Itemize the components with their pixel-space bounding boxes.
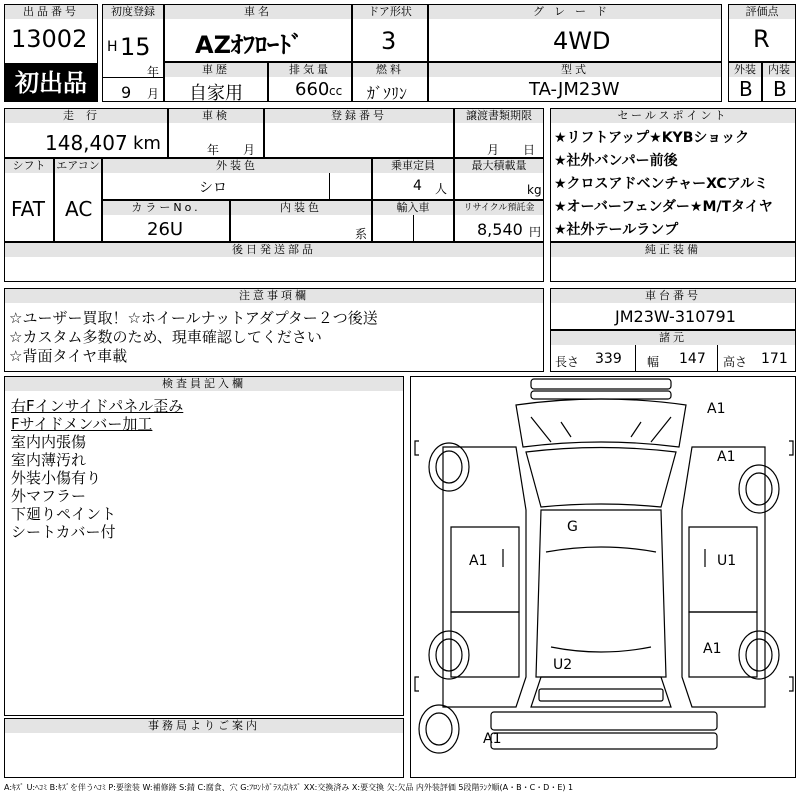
sales-point: ★クロスアドベンチャーXCアルミ <box>554 176 769 192</box>
rating-box <box>728 4 796 62</box>
color-no-label: カラーNo. <box>103 201 229 215</box>
legend: A:ｷｽﾞ U:ﾍｺﾐ B:ｷｽﾞを伴うﾍｺﾐ P:要塗装 W:補修跡 S:錆 C:腐食、穴 G:ﾌﾛﾝﾄｶﾞﾗｽ点ｷｽﾞ XX:交換済み X:要交換 欠:欠品 内外装評価 5段階ﾗﾝｸ順(A・B・C・D・E) 1 <box>4 783 574 792</box>
office-box <box>4 718 404 778</box>
damage-mark-front: A1 <box>707 401 726 417</box>
car-outline-svg <box>411 377 796 778</box>
reg-month-unit: 月 <box>147 87 160 101</box>
capacity-label: 乗車定員 <box>373 159 453 173</box>
transfer-label: 譲渡書類期限 <box>455 109 543 123</box>
sales-point: ★リフトアップ★KYBショック <box>554 130 750 146</box>
rating: R <box>753 25 770 53</box>
model-box <box>428 62 722 102</box>
damage-mark-roof: G <box>567 519 578 535</box>
note-line: ☆カスタム多数のため、現車確認してください <box>9 328 322 346</box>
int-grade: B <box>773 77 787 101</box>
inspector-line: Fサイドメンバー加工 <box>11 415 153 433</box>
load-label: 最大積載量 <box>455 159 543 173</box>
sales-point: ★社外バンパー前後 <box>554 153 678 169</box>
door-label: ドア形状 <box>353 5 427 19</box>
import-label: 輸入車 <box>373 201 453 215</box>
genuine-equipment-label: 純正装備 <box>551 243 795 257</box>
specs-label: 諸元 <box>551 331 795 345</box>
transfer-day: 日 <box>523 143 536 157</box>
displacement-unit: cc <box>329 84 343 98</box>
genuine-equipment-box <box>550 242 796 282</box>
interior-unit: 系 <box>355 227 368 241</box>
model: TA-JM23W <box>529 79 620 100</box>
inspector-line: 外マフラー <box>11 487 87 505</box>
color-no-box <box>102 200 230 242</box>
damage-mark-right-rear: A1 <box>703 641 722 657</box>
height-label: 高さ <box>723 355 748 369</box>
ext-grade: B <box>739 77 753 101</box>
doors: 3 <box>381 27 397 55</box>
first-listing-text: 初出品 <box>15 69 87 97</box>
inspector-line: 室内内張傷 <box>11 433 87 451</box>
capacity: 4 <box>413 178 422 194</box>
note-line: ☆背面タイヤ車載 <box>9 347 128 365</box>
later-parts-box <box>4 242 544 282</box>
damage-mark-right-door: U1 <box>717 553 737 569</box>
capacity-unit: 人 <box>435 182 448 196</box>
transfer-box <box>454 108 544 158</box>
load-box <box>454 158 544 200</box>
specs-box <box>550 330 796 372</box>
inspector-line: 下廻りペイント <box>11 505 117 523</box>
grade-box <box>428 4 722 62</box>
inspector-box <box>4 376 404 716</box>
model-label: 型式 <box>429 63 721 77</box>
shift-label: シフト <box>5 159 53 173</box>
history-box <box>164 62 268 102</box>
recycle-label: リサイクル預託金 <box>455 201 543 215</box>
mileage-unit: km <box>133 133 161 154</box>
lot-number: 13002 <box>11 25 88 53</box>
interior-color-label: 内装色 <box>231 201 371 215</box>
car-name: AZｵﾌﾛｰﾄﾞ <box>195 31 303 59</box>
width: 147 <box>679 351 706 367</box>
first-registration-box <box>102 4 164 102</box>
fuel-box <box>352 62 428 102</box>
ext-grade-box <box>728 62 762 102</box>
height: 171 <box>761 351 788 367</box>
lot-number-box <box>4 4 98 64</box>
shift: FAT <box>11 197 46 221</box>
displacement-box <box>268 62 352 102</box>
car-name-box <box>164 4 352 62</box>
notes-label: 注意事項欄 <box>5 289 543 303</box>
recycle-unit: 円 <box>529 225 542 239</box>
lot-number-label: 出品番号 <box>5 5 97 19</box>
chassis-label: 車台番号 <box>551 289 795 303</box>
fuel: ｶﾞｿﾘﾝ <box>367 84 408 102</box>
office-label: 事務局よりご案内 <box>5 719 403 733</box>
reg-year: 15 <box>120 33 151 61</box>
inspector-line: 室内薄汚れ <box>11 451 87 469</box>
mileage: 148,407 <box>45 131 128 155</box>
grade-label: グレード <box>429 5 721 19</box>
later-parts-label: 後日発送部品 <box>5 243 543 257</box>
plate-label: 登録番号 <box>265 109 453 123</box>
first-listing-badge <box>4 64 98 102</box>
inspector-label: 検査員記入欄 <box>5 377 403 391</box>
reg-month: 9 <box>121 83 132 102</box>
inspection-box <box>168 108 264 158</box>
damage-mark-rear: A1 <box>483 731 502 747</box>
damage-mark-front-right: A1 <box>717 449 736 465</box>
damage-mark-left-door: A1 <box>469 553 488 569</box>
recycle-box <box>454 200 544 242</box>
inspection-label: 車検 <box>169 109 263 123</box>
recycle: 8,540 <box>477 220 523 239</box>
fuel-label: 燃料 <box>353 63 427 77</box>
sales-point: ★オーバーフェンダー★M/Tタイヤ <box>554 199 773 215</box>
ac-label: エアコン <box>56 159 100 172</box>
color-no: 26U <box>147 219 184 240</box>
grade: 4WD <box>553 27 611 55</box>
chassis-box <box>550 288 796 330</box>
inspection-year-unit: 年 <box>207 143 220 157</box>
ext-label: 外装 <box>729 63 761 77</box>
ac-box <box>54 158 102 242</box>
mileage-label: 走行 <box>5 109 167 123</box>
transfer-month: 月 <box>487 143 500 157</box>
load-unit: kg <box>527 183 542 197</box>
ac: AC <box>65 197 93 221</box>
displacement: 660 <box>295 79 330 100</box>
note-line: ☆ユーザー買取！☆ホイールナットアダプター２つ後送 <box>9 309 378 327</box>
sales-points-label: セールスポイント <box>551 109 795 123</box>
reg-year-unit: 年 <box>147 65 160 79</box>
color-label: 外装色 <box>103 159 371 173</box>
history: 自家用 <box>189 83 243 102</box>
sales-points-box <box>550 108 796 242</box>
inspector-line: 外装小傷有り <box>11 469 102 487</box>
car-diagram <box>410 376 796 778</box>
length-label: 長さ <box>555 355 580 369</box>
notes-box <box>4 288 544 372</box>
import-box <box>372 200 454 242</box>
car-name-label: 車名 <box>165 5 351 19</box>
shift-box <box>4 158 54 242</box>
interior-color-box <box>230 200 372 242</box>
color-box <box>102 158 372 200</box>
length: 339 <box>595 351 622 367</box>
sales-point: ★社外テールランプ <box>554 222 679 238</box>
mileage-box <box>4 108 168 158</box>
inspector-line: シートカバー付 <box>11 523 116 541</box>
capacity-box <box>372 158 454 200</box>
rating-label: 評価点 <box>729 5 795 19</box>
chassis-number: JM23W-310791 <box>615 307 736 326</box>
int-label: 内装 <box>763 63 795 77</box>
damage-mark-rear-roof: U2 <box>553 657 573 673</box>
era: H <box>107 39 118 55</box>
inspection-month-unit: 月 <box>243 143 256 157</box>
displacement-label: 排気量 <box>269 63 351 77</box>
int-grade-box <box>762 62 796 102</box>
plate-box <box>264 108 454 158</box>
door-box <box>352 4 428 62</box>
inspector-line: 右Fインサイドパネル歪み <box>11 397 184 415</box>
history-label: 車歴 <box>165 63 267 77</box>
color: シロ <box>199 180 227 196</box>
width-label: 幅 <box>647 355 660 369</box>
first-registration-label: 初度登録 <box>103 5 163 19</box>
